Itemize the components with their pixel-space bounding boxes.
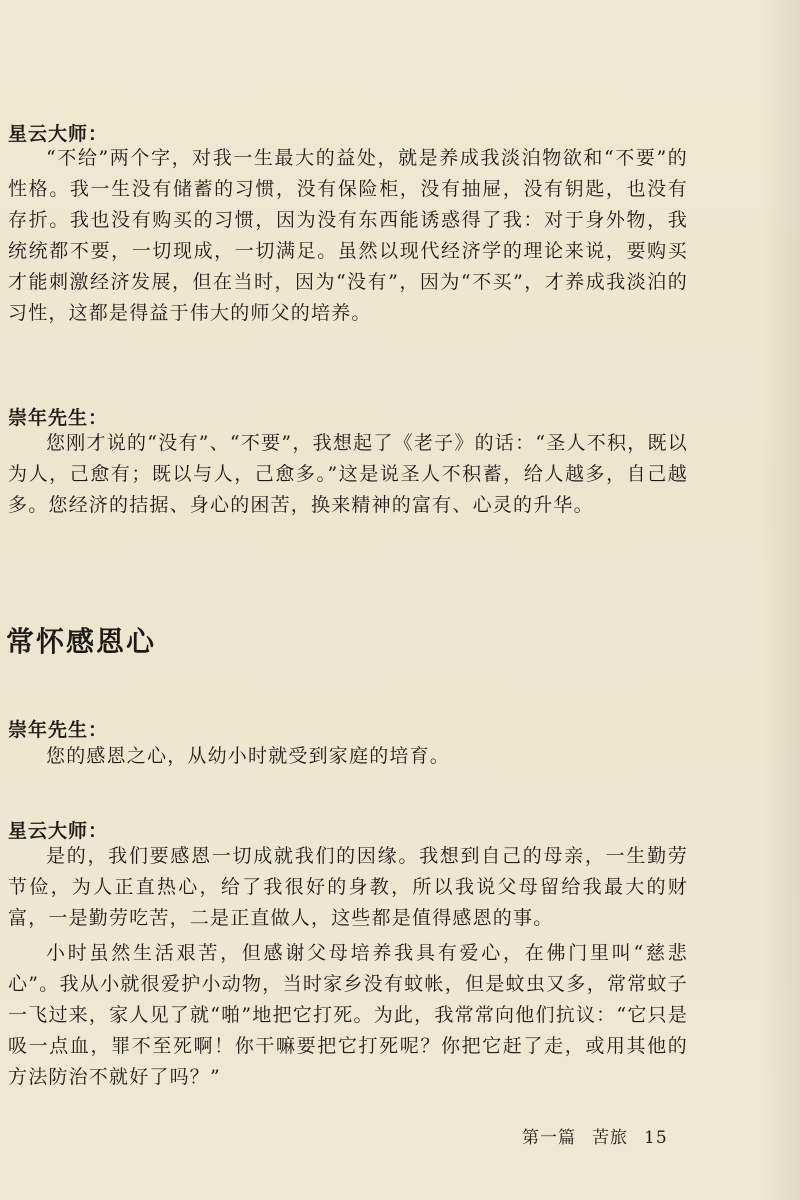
page-number: 15 [644, 1128, 668, 1148]
footer-title: 苦旅 [592, 1128, 628, 1148]
paragraph-chongnian-1: 您刚才说的“没有”、“不要”，我想起了《老子》的话：“圣人不积，既以为人，己愈有；既以与人，己愈多。”这是说圣人不积蓄，给人越多，自己越多。您经济的拮据、身心的困苦，换来精神的富有、心灵的升华。 [8, 432, 688, 516]
section-heading: 常怀感恩心 [6, 625, 157, 658]
paragraph-xingyun-3: 小时虽然生活艰苦，但感谢父母培养我具有爱心，在佛门里叫“慈悲心”。我从小就很爱护小动物，当时家乡没有蚊帐，但是蚊虫又多，常常蚊子一飞过来，家人见了就“啪”地把它打死。为此，我常常向他们抗议：“它只是吸一点血，罪不至死啊！你干嘛要把它打死呢？你把它赶了走，或用其他的方法防治不就好了吗？” [8, 942, 688, 1088]
speaker-label-xingyun-1: 星云大师： [8, 123, 109, 145]
footer-part: 第一篇 [522, 1128, 576, 1148]
paragraph-xingyun-1: “不给”两个字，对我一生最大的益处，就是养成我淡泊物欲和“不要”的性格。我一生没有储蓄的习惯，没有保险柜，没有抽屉，没有钥匙，也没有存折。我也没有购买的习惯，因为没有东西能诱惑得了我：对于身外物，我统统都不要，一切现成，一切满足。虽然以现代经济学的理论来说，要购买才能刺激经济发展，但在当时，因为“没有”，因为“不买”，才养成我淡泊的习性，这都是得益于伟大的师父的培养。 [8, 147, 688, 324]
page-footer [522, 1123, 668, 1148]
paragraph-xingyun-2: 是的，我们要感恩一切成就我们的因缘。我想到自己的母亲，一生勤劳节俭，为人正直热心，给了我很好的身教，所以我说父母留给我最大的财富，一是勤劳吃苦，二是正直做人，这些都是值得感恩的事。 [8, 845, 688, 929]
speaker-label-chongnian-2: 崇年先生： [8, 719, 109, 741]
paragraph-chongnian-2: 您的感恩之心，从幼小时就受到家庭的培育。 [46, 745, 451, 767]
speaker-label-xingyun-2: 星云大师： [8, 820, 109, 842]
speaker-label-chongnian-1: 崇年先生： [8, 407, 109, 429]
